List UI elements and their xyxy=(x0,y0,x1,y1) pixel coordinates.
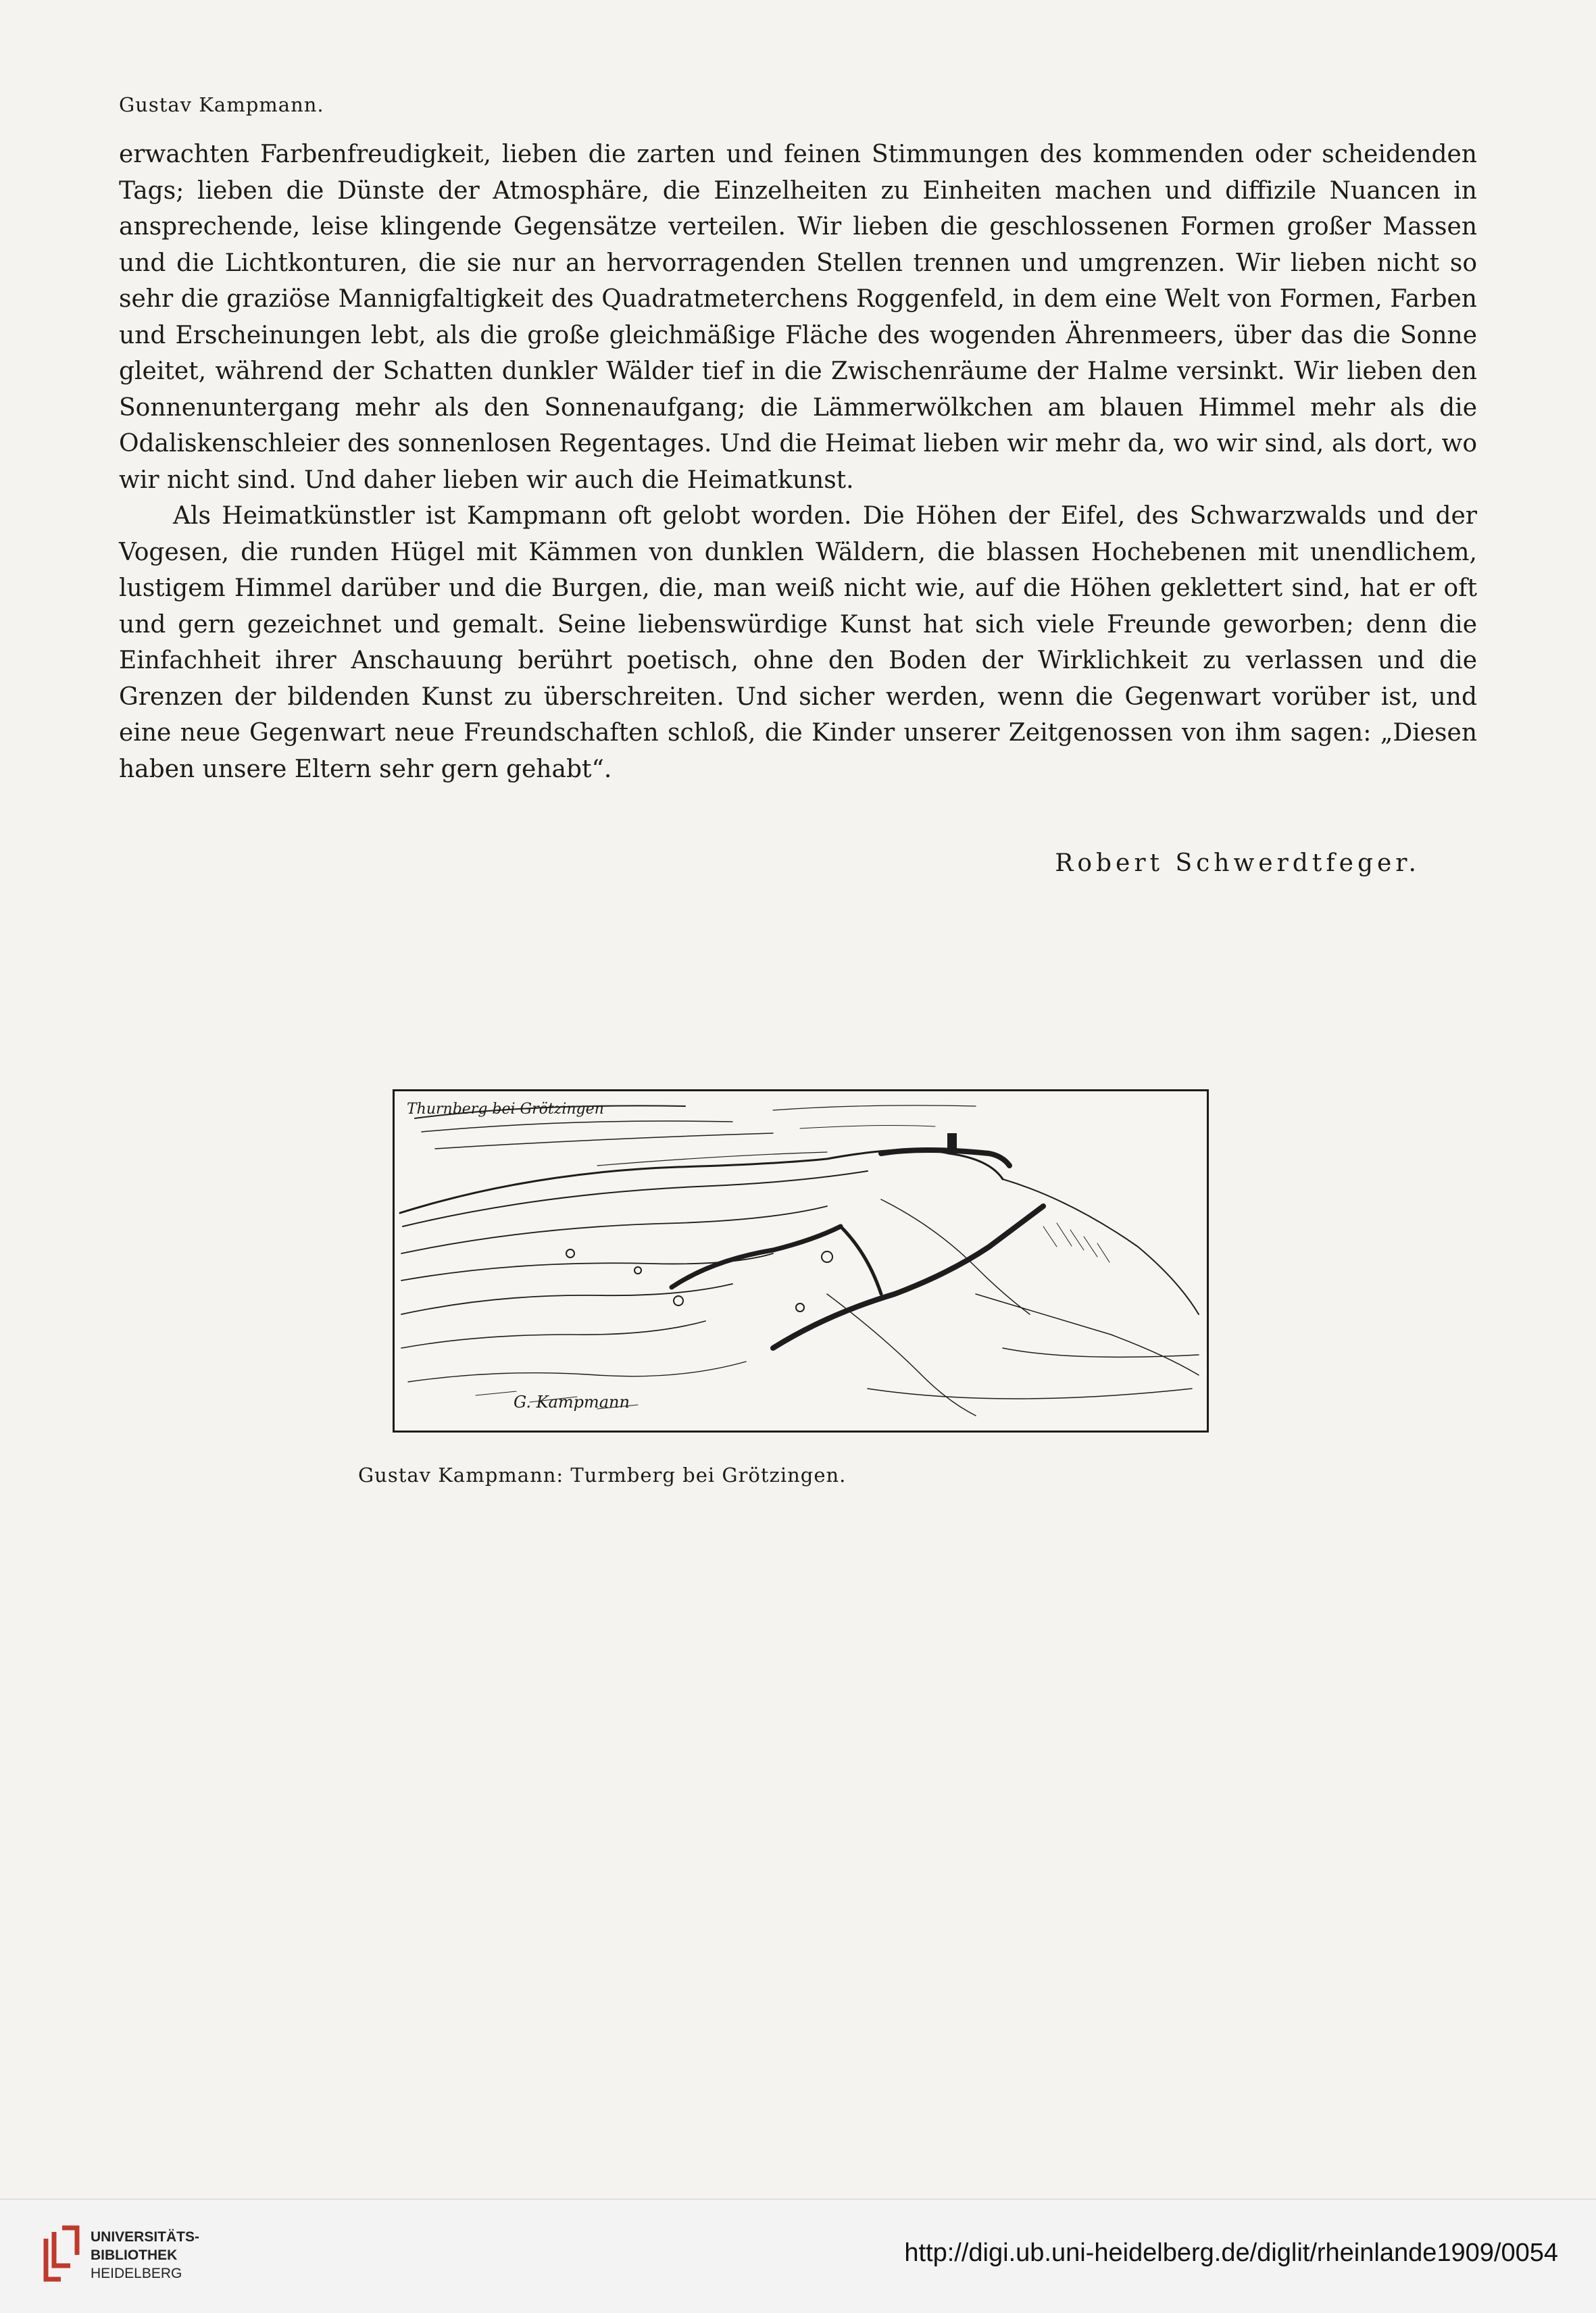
source-url-link[interactable]: http://digi.ub.uni-heidelberg.de/diglit/rheinlande1909/0054 xyxy=(904,2239,1558,2267)
library-name-line-1: UNIVERSITÄTS- xyxy=(91,2229,200,2245)
sketch-inscription: Thurnberg bei Grötzingen xyxy=(407,1101,604,1118)
paragraph-2: Als Heimatkünstler ist Kampmann oft gelobt worden. Die Höhen der Eifel, des Schwarzwalds und der Vogesen, die runden Hügel mit Kämmen von dunklen Wäldern, die blassen Hochebenen mit unendlichem, lustigem Himmel darüber und die Burgen, die, man weiß nicht wie, auf die Höhen geklettert sind, hat er oft und gern gezeichnet und gemalt. Seine liebenswürdige Kunst hat sich viele Freunde geworben; denn die Einfachheit ihrer Anschauung berührt poetisch, ohne den Boden der Wirklichkeit zu verlassen und die Grenzen der bildenden Kunst zu überschreiten. Und sicher werden, wenn die Gegenwart vorüber ist, und eine neue Gegenwart neue Freundschaften schloß, die Kinder unserer Zeitgenossen von ihm sagen: „Diesen haben unsere Eltern sehr gern gehabt“. xyxy=(119,502,1477,783)
artist-signature: G. Kampmann xyxy=(514,1393,630,1412)
library-logo[interactable] xyxy=(41,2225,82,2289)
article-body xyxy=(119,136,1477,787)
author-signature: Robert Schwerdtfeger. xyxy=(1055,849,1420,877)
paragraph-1: erwachten Farbenfreudigkeit, lieben die zarten und feinen Stimmungen des kommenden oder scheidenden Tags; lieben die Dünste der Atmosphäre, die Einzelheiten zu Einheiten machen und diffizile Nuancen in ansprechende, leise klingende Gegensätze verteilen. Wir lieben die geschlossenen Formen großer Massen und die Lichtkonturen, die sie nur an hervorragenden Stellen trennen und umgrenzen. Wir lieben nicht so sehr die graziöse Mannigfaltigkeit des Quadratmeterchens Roggenfeld, in dem eine Welt von Formen, Farben und Erscheinungen lebt, als die große gleichmäßige Fläche des wogenden Ährenmeers, über das die Sonne gleitet, während der Schatten dunkler Wälder tief in die Zwischenräume der Halme versinkt. Wir lieben den Sonnenuntergang mehr als den Sonnenaufgang; die Lämmerwölkchen am blauen Himmel mehr als die Odaliskenschleier des sonnenlosen Regentages. Und die Heimat lieben wir mehr da, wo wir sind, als dort, wo wir nicht sind. Und daher lieben wir auch die Heimatkunst. xyxy=(119,141,1477,494)
running-head: Gustav Kampmann. xyxy=(119,93,324,116)
figure-drawing xyxy=(393,1089,1209,1433)
footer-bar xyxy=(0,2199,1596,2313)
landscape-sketch xyxy=(395,1091,1207,1431)
library-name-line-2: BIBLIOTHEK xyxy=(91,2247,178,2263)
library-logo-icon xyxy=(41,2225,82,2286)
figure-caption: Gustav Kampmann: Turmberg bei Grötzingen. xyxy=(358,1464,847,1487)
library-name-line-3: HEIDELBERG xyxy=(91,2266,182,2281)
library-name xyxy=(91,2228,199,2283)
